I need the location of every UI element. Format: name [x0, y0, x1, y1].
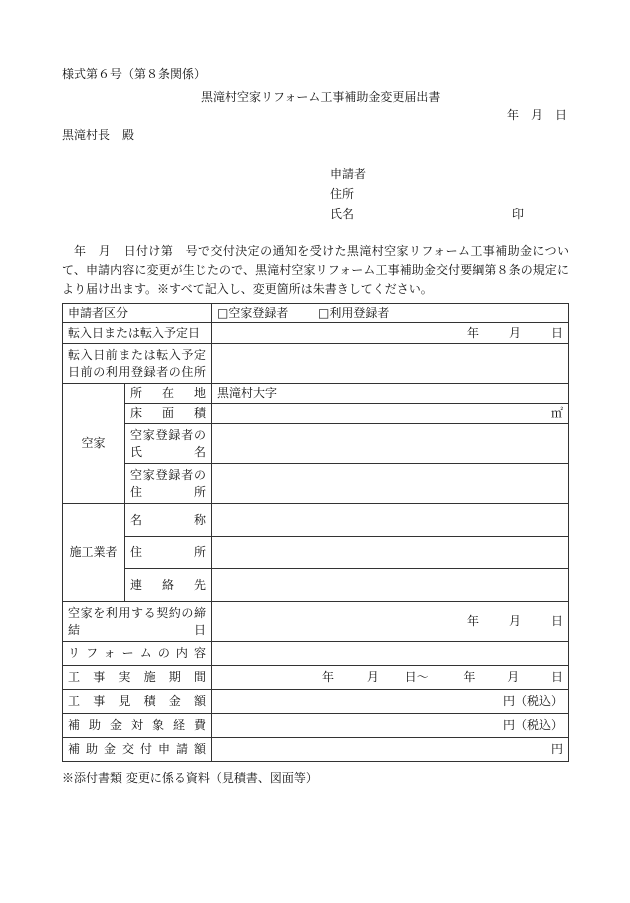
year-unit: 年	[466, 614, 479, 628]
applicant-type-options	[212, 304, 569, 323]
day-unit: 日	[551, 325, 564, 340]
seal-mark: 印	[512, 207, 525, 221]
addressee: 黒滝村長 殿	[62, 128, 135, 142]
contract-date-label: 空家を利用する契約の締結日	[63, 602, 212, 642]
month-unit: 月	[508, 614, 521, 628]
start-year-unit: 年	[322, 670, 335, 684]
construction-period-label: 工事実施期間	[63, 666, 212, 690]
table-row-owner-address	[63, 464, 569, 504]
month-unit: 月	[508, 325, 521, 340]
table-row-prev-address	[63, 344, 569, 384]
owner-name-field[interactable]	[212, 424, 569, 464]
owner-name-label: 空家登録者の氏名	[125, 424, 212, 464]
request-amount-field[interactable]	[212, 738, 569, 762]
move-in-date-field[interactable]	[212, 323, 569, 344]
applicant-address-label: 住所	[330, 187, 355, 201]
floor-area-label: 床面積	[125, 404, 212, 424]
request-amount-label: 補助金交付申請額	[63, 738, 212, 762]
owner-address-field[interactable]	[212, 464, 569, 504]
construction-period-field[interactable]	[212, 666, 569, 690]
eligible-cost-label: 補助金対象経費	[63, 714, 212, 738]
end-day-unit: 日	[551, 670, 564, 684]
attachment-note: ※添付書類 変更に係る資料（見積書、図面等）	[62, 771, 318, 785]
contractor-contact-field[interactable]	[212, 569, 569, 602]
reform-content-label: リフォームの内容	[63, 642, 212, 666]
option-vacant-owner[interactable]: □空家登録者	[217, 305, 289, 320]
contractor-name-label: 名称	[125, 504, 212, 537]
location-label: 所在地	[125, 384, 212, 404]
table-row-floor-area	[63, 404, 569, 424]
start-day-unit: 日～	[404, 670, 429, 684]
table-row-estimate	[63, 690, 569, 714]
owner-address-label: 空家登録者の住所	[125, 464, 212, 504]
year-unit: 年	[466, 325, 479, 340]
contractor-contact-label: 連絡先	[125, 569, 212, 602]
table-row-vacant-location	[63, 384, 569, 404]
table-row-reform-content	[63, 642, 569, 666]
prev-address-label: 転入日前または転入予定日前の利用登録者の住所	[63, 344, 212, 384]
table-row-owner-name	[63, 424, 569, 464]
end-month-unit: 月	[507, 670, 520, 684]
reform-content-field[interactable]	[212, 642, 569, 666]
document-title: 黒滝村空家リフォーム工事補助金変更届出書	[201, 90, 441, 104]
contract-date-field[interactable]	[212, 602, 569, 642]
table-row-move-in-date	[63, 323, 569, 344]
change-notification-table	[62, 303, 569, 762]
square-meter-unit: ㎡	[551, 406, 564, 420]
floor-area-field[interactable]	[212, 404, 569, 424]
applicant-label: 申請者	[330, 167, 367, 181]
table-row-request-amount	[63, 738, 569, 762]
end-year-unit: 年	[463, 670, 476, 684]
table-row-applicant-type	[63, 304, 569, 323]
applicant-type-label: 申請者区分	[63, 304, 212, 323]
applicant-name-label: 氏名	[330, 207, 355, 221]
location-field[interactable]: 黒滝村大字	[212, 384, 569, 404]
yen-tax-included-unit: 円（税込）	[503, 718, 564, 732]
eligible-cost-field[interactable]	[212, 714, 569, 738]
table-row-eligible-cost	[63, 714, 569, 738]
contractor-address-field[interactable]	[212, 537, 569, 569]
table-row-contractor-name	[63, 504, 569, 537]
table-row-construction-period	[63, 666, 569, 690]
table-row-contractor-address	[63, 537, 569, 569]
submission-date: 年 月 日	[506, 108, 567, 122]
contractor-address-label: 住所	[125, 537, 212, 569]
table-row-contractor-contact	[63, 569, 569, 602]
day-unit: 日	[551, 614, 564, 628]
contractor-name-field[interactable]	[212, 504, 569, 537]
form-number: 様式第６号（第８条関係）	[62, 67, 207, 81]
move-in-date-label: 転入日または転入予定日	[63, 323, 212, 344]
contractor-group-label: 施工業者	[63, 504, 125, 602]
estimate-label: 工事見積金額	[63, 690, 212, 714]
prev-address-field[interactable]	[212, 344, 569, 384]
yen-tax-included-unit: 円（税込）	[503, 694, 564, 708]
yen-unit: 円	[551, 742, 564, 756]
notification-body-text: 年 月 日付け第 号で交付決定の通知を受けた黒滝村空家リフォーム工事補助金について、申請内容に変更が生じたので、黒滝村空家リフォーム工事補助金交付要綱第８条の規定により届け出ます。※すべて記入し、変更箇所は朱書きしてください。	[62, 244, 569, 296]
start-month-unit: 月	[366, 670, 379, 684]
table-row-contract-date	[63, 602, 569, 642]
estimate-field[interactable]	[212, 690, 569, 714]
vacant-house-group-label: 空家	[63, 384, 125, 504]
option-user-registrant[interactable]: □利用登録者	[318, 305, 390, 320]
